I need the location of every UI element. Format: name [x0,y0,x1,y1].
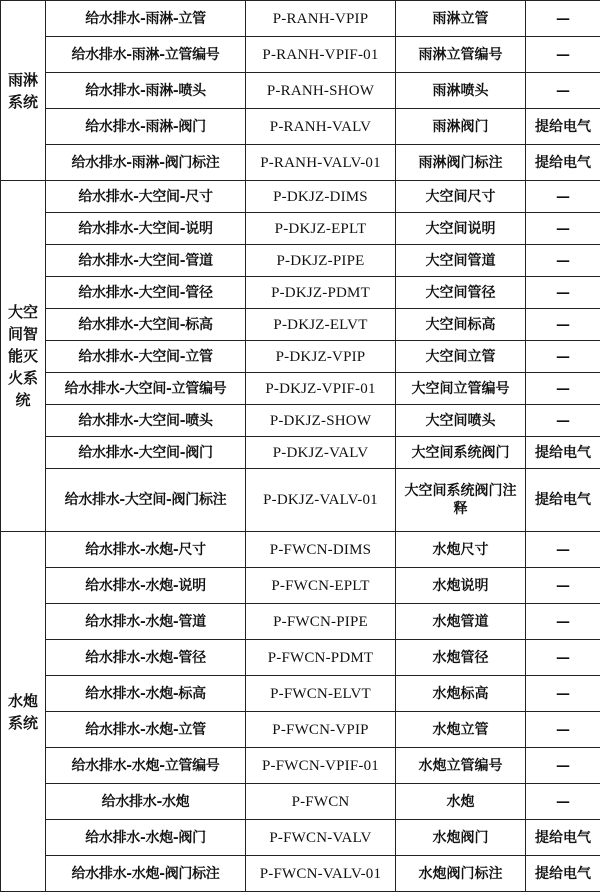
layer-code: P-FWCN-VPIF-01 [246,748,396,784]
table-row [1,784,600,820]
layer-note: 提给电气 [526,109,600,145]
layer-note: 提给电气 [526,856,600,892]
table-row [1,640,600,676]
layer-name: 给水排水-雨淋-立管 [46,1,246,37]
layer-name: 给水排水-水炮-立管编号 [46,748,246,784]
table-row [1,37,600,73]
table-row [1,676,600,712]
layer-name: 给水排水-大空间-阀门标注 [46,469,246,532]
layer-name: 给水排水-水炮-阀门 [46,820,246,856]
layer-description: 水炮管道 [396,604,526,640]
layer-description: 大空间说明 [396,213,526,245]
table-row [1,568,600,604]
layer-name: 给水排水-雨淋-阀门 [46,109,246,145]
layer-note: 提给电气 [526,469,600,532]
layer-code: P-RANH-VPIF-01 [246,37,396,73]
layer-note: 提给电气 [526,145,600,181]
layer-name: 给水排水-大空间-标高 [46,309,246,341]
table-row [1,245,600,277]
layer-name: 给水排水-大空间-阀门 [46,437,246,469]
table-row [1,532,600,568]
group-label-water-cannon: 水炮系统 [1,532,46,892]
layer-code: P-DKJZ-DIMS [246,181,396,213]
table-row [1,181,600,213]
table-row [1,469,600,532]
layer-description: 大空间管径 [396,277,526,309]
layer-description: 大空间立管编号 [396,373,526,405]
layer-description: 水炮尺寸 [396,532,526,568]
layer-note: — [526,1,600,37]
layer-note: — [526,373,600,405]
layer-description: 水炮阀门标注 [396,856,526,892]
layer-code: P-FWCN-VPIP [246,712,396,748]
layer-description: 雨淋立管 [396,1,526,37]
layer-code: P-RANH-VALV [246,109,396,145]
layer-note: — [526,712,600,748]
layer-name: 给水排水-水炮-阀门标注 [46,856,246,892]
layer-code: P-FWCN-PIPE [246,604,396,640]
layer-note: — [526,604,600,640]
layer-name: 给水排水-大空间-立管 [46,341,246,373]
table-row [1,820,600,856]
table-row [1,309,600,341]
table-row [1,437,600,469]
layer-description: 水炮 [396,784,526,820]
layer-description: 水炮管径 [396,640,526,676]
layer-code: P-FWCN-EPLT [246,568,396,604]
layer-description: 水炮立管编号 [396,748,526,784]
group-label-rain: 雨淋系统 [1,1,46,181]
table-row [1,277,600,309]
layer-code: P-RANH-VPIP [246,1,396,37]
layer-code: P-DKJZ-SHOW [246,405,396,437]
layer-description: 雨淋阀门标注 [396,145,526,181]
layer-note: — [526,784,600,820]
layer-description: 水炮立管 [396,712,526,748]
layer-description: 大空间系统阀门 [396,437,526,469]
table-row [1,145,600,181]
layer-description: 大空间立管 [396,341,526,373]
layer-name: 给水排水-水炮-说明 [46,568,246,604]
layer-code: P-RANH-SHOW [246,73,396,109]
layer-name: 给水排水-水炮-立管 [46,712,246,748]
table-row [1,405,600,437]
layer-note: — [526,640,600,676]
layer-note: 提给电气 [526,820,600,856]
layer-note: — [526,568,600,604]
layer-name: 给水排水-雨淋-阀门标注 [46,145,246,181]
layer-code: P-FWCN-VALV-01 [246,856,396,892]
layer-code: P-FWCN-DIMS [246,532,396,568]
layer-note: — [526,213,600,245]
layer-description: 大空间喷头 [396,405,526,437]
layer-name: 给水排水-水炮-尺寸 [46,532,246,568]
table-row [1,856,600,892]
layer-code: P-FWCN-VALV [246,820,396,856]
layer-code: P-FWCN-PDMT [246,640,396,676]
table-row [1,748,600,784]
table-row [1,109,600,145]
layer-note: — [526,341,600,373]
layer-code: P-DKJZ-VPIF-01 [246,373,396,405]
layer-name: 给水排水-大空间-说明 [46,213,246,245]
layer-name: 给水排水-水炮 [46,784,246,820]
layer-description: 水炮说明 [396,568,526,604]
layer-code: P-DKJZ-VALV [246,437,396,469]
layer-note: — [526,37,600,73]
layer-description: 水炮阀门 [396,820,526,856]
layer-note: — [526,277,600,309]
layer-code: P-FWCN [246,784,396,820]
layer-note: — [526,181,600,213]
layer-code: P-DKJZ-VPIP [246,341,396,373]
layer-note: — [526,405,600,437]
layer-description: 大空间标高 [396,309,526,341]
layer-name: 给水排水-大空间-管道 [46,245,246,277]
table-row [1,712,600,748]
layer-note: — [526,532,600,568]
layer-name: 给水排水-水炮-标高 [46,676,246,712]
layer-note: 提给电气 [526,437,600,469]
layer-name: 给水排水-大空间-尺寸 [46,181,246,213]
layer-code: P-DKJZ-PDMT [246,277,396,309]
table-row [1,373,600,405]
table-row [1,341,600,373]
layer-description: 雨淋立管编号 [396,37,526,73]
table-row [1,213,600,245]
table-row [1,73,600,109]
layer-note: — [526,676,600,712]
layer-code: P-FWCN-ELVT [246,676,396,712]
layer-code: P-DKJZ-ELVT [246,309,396,341]
layer-code: P-DKJZ-VALV-01 [246,469,396,532]
group-label-large-space: 大空间智能灭火系统 [1,181,46,532]
layer-name: 给水排水-水炮-管径 [46,640,246,676]
layer-code: P-DKJZ-PIPE [246,245,396,277]
layer-description: 水炮标高 [396,676,526,712]
layer-note: — [526,748,600,784]
table-row [1,1,600,37]
layer-description: 雨淋阀门 [396,109,526,145]
layer-name: 给水排水-大空间-喷头 [46,405,246,437]
layer-name: 给水排水-雨淋-喷头 [46,73,246,109]
layer-name: 给水排水-雨淋-立管编号 [46,37,246,73]
layer-name: 给水排水-水炮-管道 [46,604,246,640]
layer-description: 雨淋喷头 [396,73,526,109]
layer-code: P-DKJZ-EPLT [246,213,396,245]
layer-note: — [526,73,600,109]
layer-description: 大空间尺寸 [396,181,526,213]
layer-description: 大空间系统阀门注释 [396,469,526,532]
layer-note: — [526,309,600,341]
layer-description: 大空间管道 [396,245,526,277]
table-row [1,604,600,640]
layer-name: 给水排水-大空间-管径 [46,277,246,309]
layer-note: — [526,245,600,277]
layer-name: 给水排水-大空间-立管编号 [46,373,246,405]
layer-code: P-RANH-VALV-01 [246,145,396,181]
